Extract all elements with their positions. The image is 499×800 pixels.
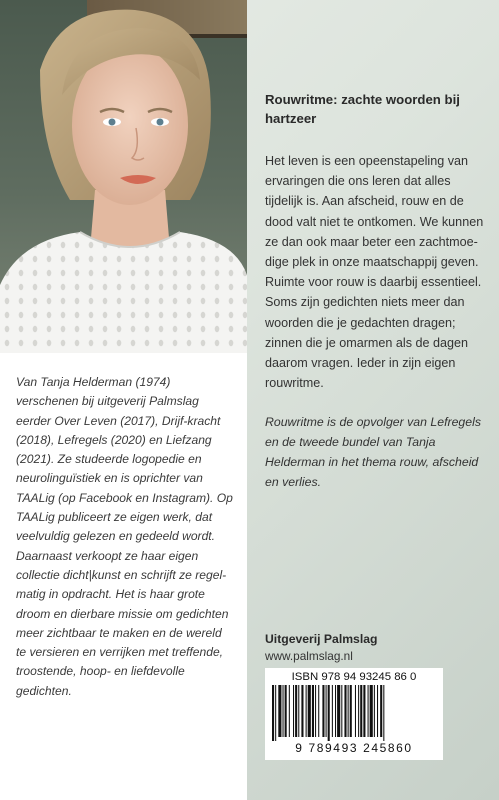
barcode-bar <box>301 685 303 737</box>
barcode-bar <box>374 685 375 737</box>
barcode-bar <box>285 685 287 737</box>
barcode-bar <box>312 685 314 737</box>
publisher-website: www.palmslag.nl <box>265 649 353 663</box>
blurb-text: Het leven is een opeenstapeling van ervaringen die ons leren dat alles tijdelijk is. Aan afscheid, rouw en de dood valt niet te ontkomen. We kunnen ze dan ook maar beter een zachtmoe-dige plek in onze maatschappij geven. Ruimte voor rouw is daarbij essentieel. Soms zijn gedichten niets meer dan woorden die je gedachten dragen; zinnen die je omarmen als de dagen daarom vragen. Ieder in zijn eigen rouwritme. <box>265 154 484 391</box>
barcode-bar <box>298 685 299 737</box>
isbn-label: ISBN 978 94 93245 86 0 <box>291 671 417 683</box>
book-title: Rouwritme: zachte woorden bij hartzeer <box>265 92 460 126</box>
barcode-bar <box>283 685 284 737</box>
barcode-bar <box>322 685 324 737</box>
barcode-bar <box>278 685 281 737</box>
bio-text: Van Tanja Helderman (1974) verschenen bij uitgeverij Palmslag eerder Over Leven (2017), Drijf-kracht (2018), Lefregels (2020) en Liefzang (2021). Ze studeerde logopedie en neurolinguïstiek en is oprichter van TAALig (op Facebook en Instagram). Op TAALig publiceert ze eigen werk, dat veelvuldig gelezen en gedeeld wordt. Daarnaast verkoopt ze haar eigen collectie dicht|kunst en schrijft ze regel-matig in opdracht. Het is haar grote droom en dierbare missie om gedichten meer zichtbaar te maken en de wereld te versieren en verrijken met treffende, troostende, hoop- en liefdevolle gedichten. <box>16 375 233 698</box>
barcode-bar <box>315 685 316 737</box>
barcode-bar <box>383 685 384 741</box>
barcode-digits: 9 789493 245860 <box>295 741 413 755</box>
author-photo <box>0 0 247 353</box>
barcode-bar <box>335 685 336 737</box>
barcode-bar <box>306 685 307 737</box>
barcode-bar <box>344 685 346 737</box>
barcode-bar <box>363 685 365 737</box>
barcode-bar <box>380 685 382 737</box>
barcode-bar <box>341 685 342 737</box>
barcode-bar <box>326 685 327 737</box>
portrait-illustration <box>0 0 247 353</box>
barcode-bar <box>370 685 373 737</box>
barcode-bar <box>328 685 330 741</box>
barcode-bar <box>272 685 274 741</box>
left-column <box>0 0 247 800</box>
barcode-bar <box>332 685 333 737</box>
barcode-bar <box>350 685 352 737</box>
series-note: Rouwritme is de opvolger van Lefregels en de tweede bundel van Tanja Helderman in het thema rouw, afscheid en verlies. <box>265 415 481 490</box>
barcode-bars <box>268 685 440 741</box>
barcode-bar <box>355 685 356 737</box>
barcode-bar <box>289 685 290 737</box>
barcode-bar <box>295 685 297 737</box>
right-column <box>247 0 499 800</box>
publisher-name: Uitgeverij Palmslag <box>265 632 378 646</box>
barcode-bar <box>377 685 378 737</box>
barcode-bar <box>360 685 362 737</box>
author-bio <box>0 353 247 800</box>
barcode-bar <box>368 685 369 737</box>
barcode-bar <box>358 685 359 737</box>
barcode-bar <box>293 685 294 737</box>
barcode-bar <box>348 685 349 737</box>
isbn-barcode <box>265 668 443 760</box>
barcode-bar <box>308 685 311 737</box>
barcode-bar <box>275 685 276 741</box>
barcode-bar <box>318 685 319 737</box>
barcode-bar <box>337 685 340 737</box>
